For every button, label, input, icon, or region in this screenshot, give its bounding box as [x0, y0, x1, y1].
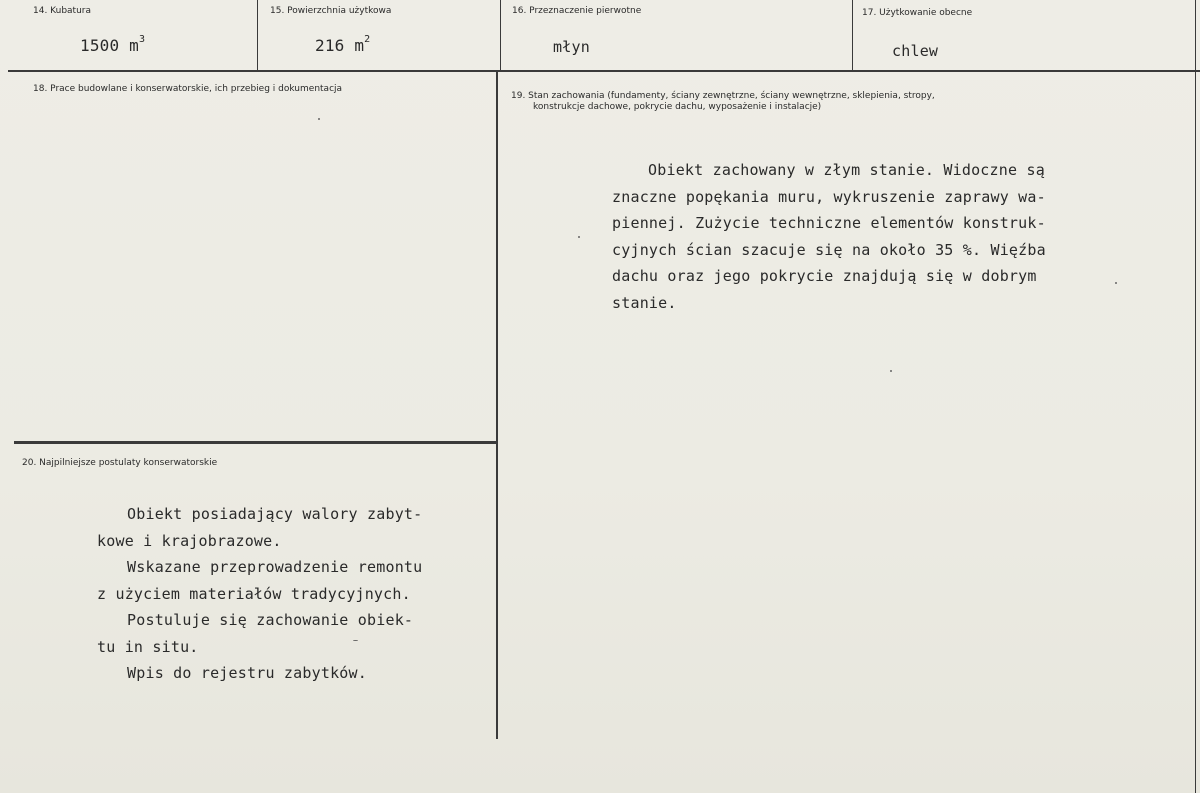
condition-text: [612, 157, 1046, 316]
cubature-value: 1500 m: [80, 36, 139, 55]
condition-line: stanie.: [612, 293, 677, 312]
condition-line: cyjnych ścian szacuje się na około 35 %. Więźba: [612, 240, 1046, 259]
divider-15-16: [500, 0, 501, 71]
usable-area-unit-exponent: 2: [364, 33, 371, 45]
field-16-label: 16. Przeznaczenie pierwotne: [512, 6, 642, 16]
field-15-label: 15. Powierzchnia użytkowa: [270, 6, 392, 16]
usable-area-value: 216 m: [315, 36, 365, 55]
condition-line: znaczne popękania muru, wykruszenie zaprawy wa-: [612, 187, 1046, 206]
top-row-rule: [8, 70, 1200, 72]
field-20-label: 20. Najpilniejsze postulaty konserwatorskie: [22, 458, 218, 468]
postulate-line: Wpis do rejestru zabytków.: [127, 664, 367, 682]
paper-speck: [1115, 282, 1117, 284]
divider-16-17: [852, 0, 853, 71]
postulate-line: tu in situ.: [97, 637, 199, 656]
original-purpose-value: młyn: [553, 38, 590, 56]
field-17-label: 17. Użytkowanie obecne: [862, 8, 973, 18]
section-20-rule: [14, 441, 496, 444]
paper-speck: [890, 370, 892, 372]
paper-speck: [353, 640, 358, 641]
postulate-line: z użyciem materiałów tradycyjnych.: [97, 584, 411, 603]
current-use-value: chlew: [892, 42, 939, 60]
right-edge-rule: [1195, 0, 1196, 793]
postulate-line: Wskazane przeprowadzenie remontu: [127, 558, 423, 576]
field-14-label: 14. Kubatura: [33, 6, 92, 16]
condition-line: dachu oraz jego pokrycie znajdują się w dobrym: [612, 267, 1037, 285]
field-18-label: 18. Prace budowlane i konserwatorskie, ich przebieg i dokumentacja: [33, 84, 343, 94]
cubature-unit-exponent: 3: [139, 33, 146, 45]
postulate-line: Postuluje się zachowanie obiek-: [127, 611, 414, 629]
condition-line: piennej. Zużycie techniczne elementów konstruk-: [612, 214, 1046, 232]
postulate-line: kowe i krajobrazowe.: [97, 531, 282, 550]
postulate-line: Obiekt posiadający walory zabyt-: [127, 505, 423, 523]
conservation-postulates-text: [97, 501, 422, 687]
divider-main: [496, 71, 498, 739]
field-15-value: [315, 33, 371, 55]
paper-speck: [318, 118, 320, 120]
condition-line: Obiekt zachowany w złym stanie. Widoczne są: [648, 161, 1045, 179]
field-19-label-line-2: konstrukcje dachowe, pokrycie dachu, wyposażenie i instalacje): [533, 102, 822, 112]
field-19-label-line-1: 19. Stan zachowania (fundamenty, ściany zewnętrzne, ściany wewnętrzne, sklepienia, stropy,: [511, 91, 935, 101]
paper-speck: [578, 236, 580, 238]
field-14-value: [80, 33, 146, 55]
divider-14-15: [257, 0, 258, 71]
